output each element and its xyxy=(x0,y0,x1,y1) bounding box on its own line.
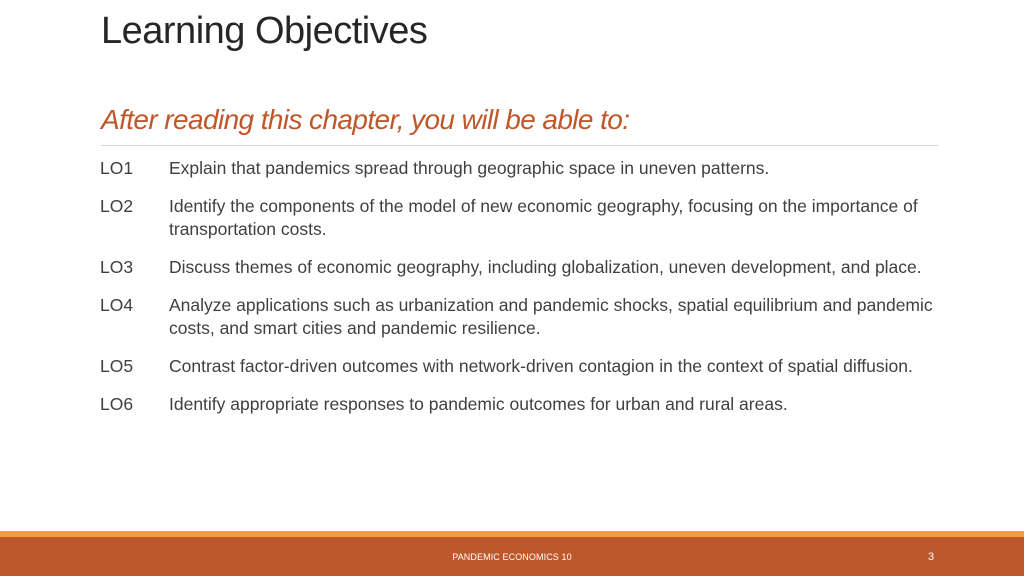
objective-code: LO1 xyxy=(100,158,134,178)
objective-text: Identify appropriate responses to pandemic outcomes for urban and rural areas. xyxy=(169,394,788,414)
objective-item xyxy=(100,294,945,340)
slide-title: Learning Objectives xyxy=(101,10,428,52)
objective-code: LO6 xyxy=(100,394,134,414)
objective-code: LO2 xyxy=(100,196,134,216)
objective-text: Analyze applications such as urbanization and pandemic shocks, spatial equilibrium and pandemic costs, and smart cities and pandemic resilience. xyxy=(169,295,933,338)
objective-item xyxy=(100,157,945,180)
objective-item xyxy=(100,393,945,416)
objective-item xyxy=(100,256,945,279)
subtitle-divider xyxy=(101,145,938,146)
objective-text: Discuss themes of economic geography, including globalization, uneven development, and place. xyxy=(169,257,922,277)
slide-subtitle: After reading this chapter, you will be able to: xyxy=(101,104,630,135)
objectives-list xyxy=(100,157,945,431)
objective-code: LO5 xyxy=(100,356,134,376)
objective-text: Explain that pandemics spread through geographic space in uneven patterns. xyxy=(169,158,770,178)
objective-text: Identify the components of the model of new economic geography, focusing on the importance of transportation costs. xyxy=(169,196,918,239)
objective-item xyxy=(100,355,945,378)
objective-code: LO3 xyxy=(100,257,134,277)
objective-text: Contrast factor-driven outcomes with network-driven contagion in the context of spatial diffusion. xyxy=(169,356,913,376)
footer-text: PANDEMIC ECONOMICS 10 xyxy=(452,552,572,562)
objective-code: LO4 xyxy=(100,295,134,315)
objective-item xyxy=(100,195,945,241)
page-number: 3 xyxy=(927,551,935,563)
